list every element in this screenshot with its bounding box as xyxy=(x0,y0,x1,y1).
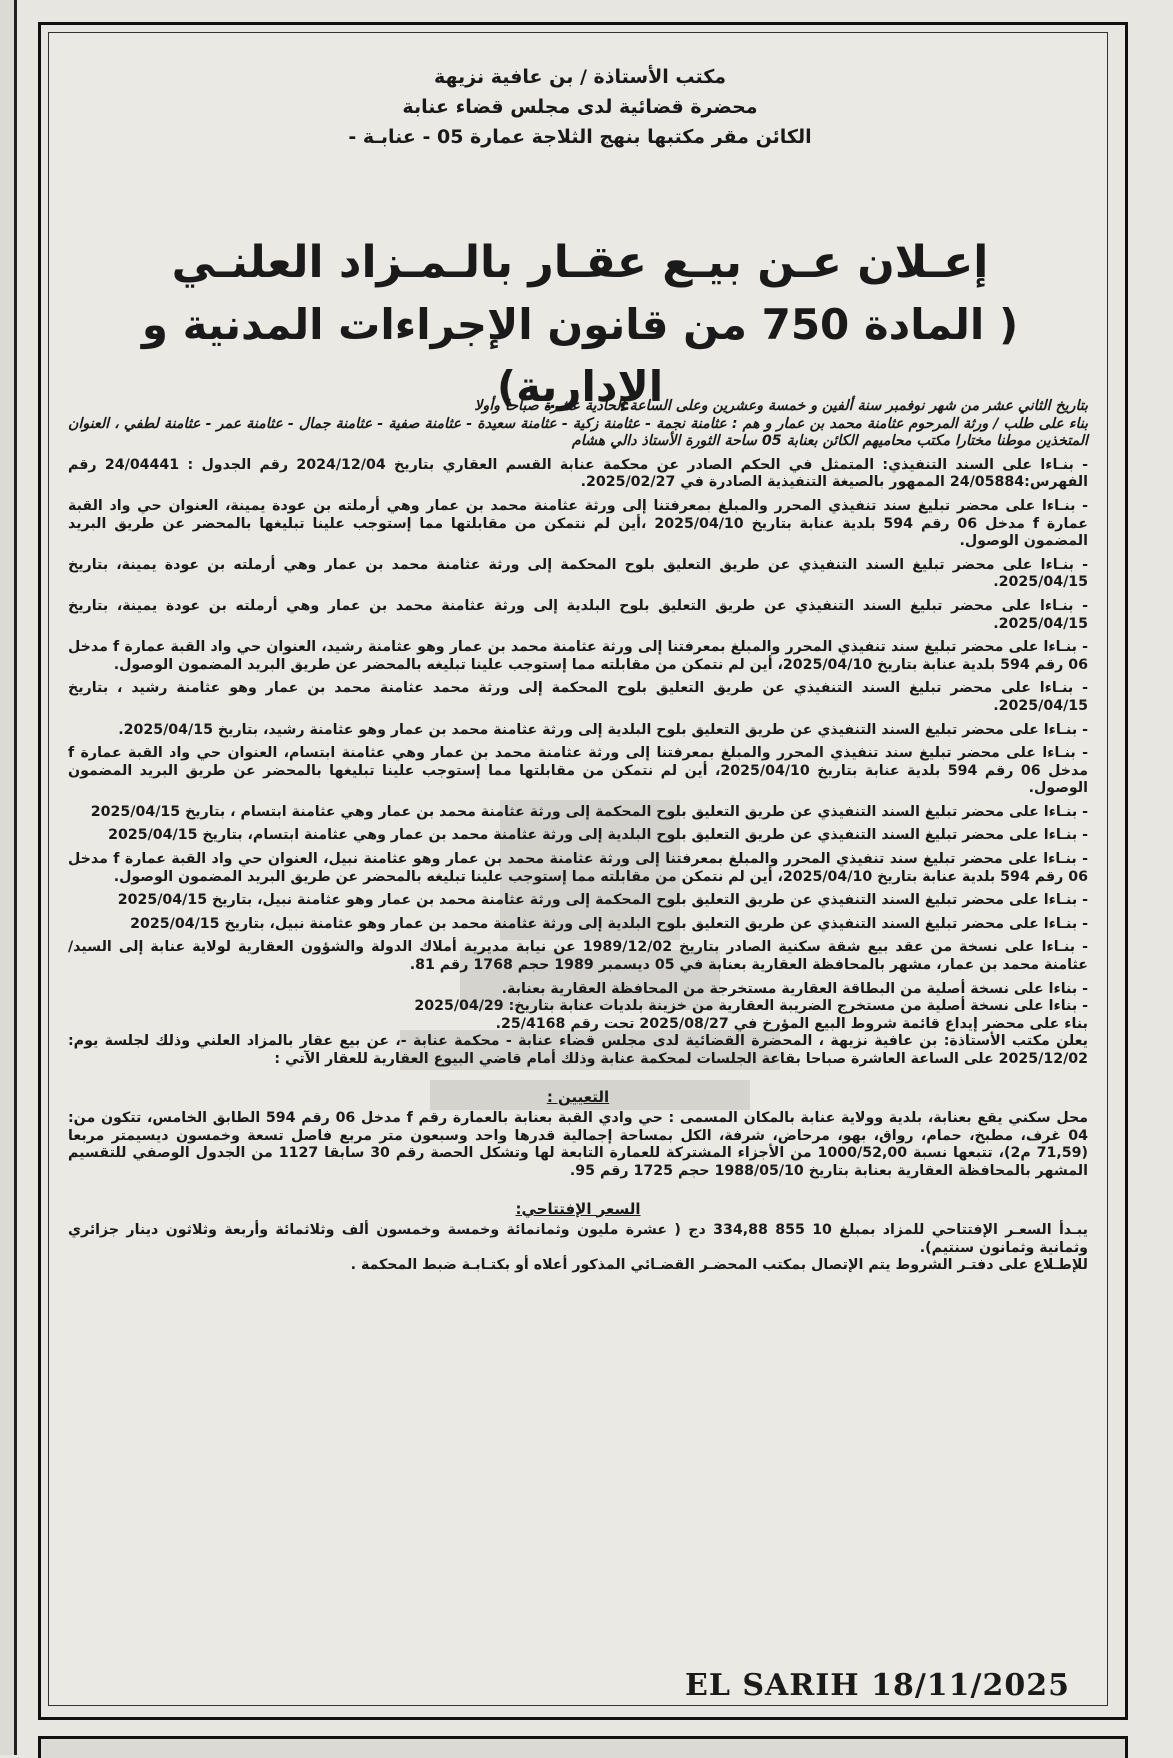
paragraph: - بنـاءا على محضر تبليغ السند التنفيذي عن طريق التعليق بلوح البلدية إلى ورثة عثامنة محمد بن عمار وهو عثامنة رشيد، بتاريخ 2025/04/15. xyxy=(118,721,1088,738)
price-title: السعر الإفتتاحي: xyxy=(515,1199,641,1218)
paragraph: - بنـاءا على السند التنفيذي: المتمثل في الحكم الصادر عن محكمة عنابة القسم العقاري بتاريخ 2024/12/04 رقم الجدول : 24/04441 رقم الفهرس:24/05884 الممهور بالصيغة التنفيذية الصادرة في 2025/02/27. xyxy=(68,456,1088,491)
paragraph: بناء على محضر إيداع قائمة شروط البيع المؤرخ في 2025/08/27 تحت رقم 25/4168. xyxy=(495,1015,1088,1032)
office-address: الكائن مقر مكتبها بنهج الثلاجة عمارة 05 - عنابـة - xyxy=(348,126,812,148)
paragraph: - بنـاءا على محضر تبليغ السند التنفيذي عن طريق التعليق بلوح البلدية إلى ورثة عثامنة محمد بن عمار وهي أرملته بن عودة يمينة، بتاريخ 2025/04/15. xyxy=(68,597,1088,632)
paragraph: - بنـاءا على محضر تبليغ السند التنفيذي عن طريق التعليق بلوح المحكمة إلى ورثة عثامنة محمد بن عمار وهي أرملته بن عودة يمينة، بتاريخ 2025/04/15. xyxy=(68,556,1088,591)
paragraph: - بنـاءا على محضر تبليغ السند التنفيذي عن طريق التعليق بلوح المحكمة إلى ورثة محمد عثامنة محمد بن عمار وهو عثامنة رشيد ، بتاريخ 2025/04/15. xyxy=(68,680,1088,714)
paragraph: - بنـاءا على محضر تبليغ السند التنفيذي عن طريق التعليق بلوح البلدية إلى ورثة عثامنة محمد بن عمار وهو عثامنة نبيل، بتاريخ 2025/04/15 xyxy=(130,915,1088,932)
paragraph: - بنـاءا على محضر تبليغ سند تنفيذي المحرر والمبلغ بمعرفتنا إلى ورثة عثامنة محمد بن عمار وهي أرملته بن عودة يمينة، العنوان حي واد القبة عمارة f مدخل 06 رقم 594 بلدية عنابة بتاريخ 2025/04/10 ،أين لم نتمكن من مقابلتها مما إستوجب علينا تبليغها بالمحضر عن طريق البريد المضمون الوصول. xyxy=(68,497,1088,550)
price-text: يبـدأ السعـر الإفتتاحي للمزاد بمبلغ 10 855 334,88 دج ( عشرة مليون وثمانمائة وخمسة وخمسون ألف وثلاثمائة وأربعة وثلاثون دينار جزائري وثمانية وثمانون سنتيم). xyxy=(68,1222,1088,1256)
publication-signature: EL SARIH 18/11/2025 xyxy=(684,1668,1070,1703)
notice-title-block xyxy=(60,232,1100,418)
spacer xyxy=(68,1069,1088,1079)
notice-title: إعـلان عـن بيـع عقـار بالـمـزاد العلنـي xyxy=(171,237,989,288)
designation-text: محل سكني يقع بعنابة، بلدية وولاية عنابة بالمكان المسمى : حي وادي القبة بعنابة بالعمارة رقم f مدخل 06 رقم 594 الطابق الخامس، تتكون من: 04 غرف، مطبخ، حمام، رواق، بهو، مرحاض، شرفة، الكل بمساحة إجمالية قدرها واحد وسبعون متر مربع فاصل تسعة وخمسون ديسيمتر مربعا (71,59 م2)، تتبعها نسبة 1000/52,00 من الأجزاء المشتركة للعمارة التابعة لها وتشكل الحصة رقم 30 سابقا 1127 من الجدول الوصفي للتقسيم المشهر بالمحافظة العقارية بعنابة بتاريخ 1988/05/10 حجم 1725 رقم 95. xyxy=(68,1110,1089,1179)
paragraph: - بنـاءا على محضر تبليغ سند تنفيذي المحرر والمبلغ بمعرفتنا إلى ورثة عثامنة محمد بن عمار وهو عثامنة نبيل، العنوان حي واد القبة عمارة f مدخل 06 رقم 594 بلدية عنابة بتاريخ 2025/04/10، أين لم نتمكن من مقابلته مما إستوجب علينا تبليغه بالمحضر عن طريق البريد المضمون الوصول. xyxy=(68,851,1089,885)
notice-legal-reference: ( المادة 750 من قانون الإجراءات المدنية و الإدارية) xyxy=(141,300,1019,411)
spacer xyxy=(68,1181,1088,1191)
left-page-edge xyxy=(0,0,17,1755)
office-role: محضرة قضائية لدى مجلس قضاء عنابة xyxy=(402,96,758,118)
paragraph: - بنـاءا على محضر تبليغ السند التنفيذي عن طريق التعليق بلوح المحكمة إلى ورثة عثامنة محمد بن عمار وهو عثامنة نبيل، بتاريخ 2025/04/15 xyxy=(117,892,1088,909)
paragraph: - بنـاءا على محضر تبليغ سند تنفيذي المحرر والمبلغ بمعرفتنا إلى ورثة عثامنة محمد بن عمار وهو عثامنة رشيد، العنوان حي واد القبة عمارة f مدخل 06 رقم 594 بلدية عنابة بتاريخ 2025/04/10، أين لم نتمكن من مقابلته مما إستوجب علينا تبليغه بالمحضر عن طريق البريد المضمون الوصول. xyxy=(68,639,1088,673)
notice-body xyxy=(68,398,1088,1275)
paragraph: - بناءا على نسخة أصلية من مستخرج الضريبة العقارية من خزينة بلديات عنابة بتاريخ: 2025/04/29 xyxy=(414,998,1088,1015)
intro-date-line: بتاريخ الثاني عشر من شهر نوفمبر سنة ألفين و خمسة وعشرين وعلى الساعة الحادية عشرة صباحا وأولا xyxy=(474,398,1088,414)
intro-requesters: بناء على طلب / ورثة المرحوم عثامنة محمد بن عمار و هم : عثامنة نجمة - عثامنة زكية - عثامنة سعيدة - عثامنة صفية - عثامنة جمال - عثامنة عمر - عثامنة لطفي ، العنوان المتخذين موطنا مختارا مكتب محاميهم الكائن بعنابة 05 ساحة الثورة الأستاذ دالي هشام xyxy=(68,415,1088,450)
paragraph: - بناءا على نسخة أصلية من البطاقة العقارية مستخرجة من المحافظة العقارية بعنابة. xyxy=(501,980,1088,997)
auction-announcement: يعلن مكتب الأستاذة: بن عافية نزيهة ، المحضرة القضائية لدى مجلس قضاء عنابة - محكمة عنابة -، عن بيع عقار بالمزاد العلني وذلك لجلسة يوم: 2025/12/02 على الساعة العاشرة صباحا بقاعة الجلسات لمحكمة عنابة وذلك أمام قاضي البيوع العقارية للعقار الآتي : xyxy=(68,1033,1088,1067)
paragraph: - بنـاءا على محضر تبليغ سند تنفيذي المحرر والمبلغ بمعرفتنا إلى ورثة عثامنة محمد بن عمار وهي عثامنة ابتسام، العنوان حي واد القبة عمارة f مدخل 06 رقم 594 بلدية عنابة بتاريخ 2025/04/10، أين لم نتمكن من مقابلتها مما إستوجب علينا تبليغها بالمحضر عن طريق البريد المضمون الوصول. xyxy=(68,745,1088,797)
designation-title: التعيين : xyxy=(546,1087,610,1106)
conditions-note: للإطـلاع على دفتـر الشروط يتم الإتصال بمكتب المحضـر القضـائي المذكور أعلاه أو بكتـابـة ضبط المحكمة . xyxy=(350,1257,1088,1274)
bailiff-office-header xyxy=(60,62,1100,152)
paragraph: - بنـاءا على محضر تبليغ السند التنفيذي عن طريق التعليق بلوح البلدية إلى ورثة عثامنة محمد بن عمار وهي عثامنة ابتسام، بتاريخ 2025/04/15 xyxy=(108,827,1088,844)
paragraph: - بنـاءا على نسخة من عقد بيع شقة سكنية الصادر بتاريخ 1989/12/02 عن نيابة مديرية أملاك الدولة والشؤون العقارية لولاية عنابة إلى السيد/ عثامنة محمد بن عمار، مشهر بالمحافظة العقارية بعنابة في 05 ديسمبر 1989 حجم 1768 رقم 81. xyxy=(68,939,1088,974)
paragraph: - بنـاءا على محضر تبليغ السند التنفيذي عن طريق التعليق بلوح المحكمة إلى ورثة عثامنة محمد بن عمار وهي عثامنة ابتسام ، بتاريخ 2025/04/15 xyxy=(90,803,1088,820)
office-name: مكتب الأستاذة / بن عافية نزيهة xyxy=(433,66,727,88)
